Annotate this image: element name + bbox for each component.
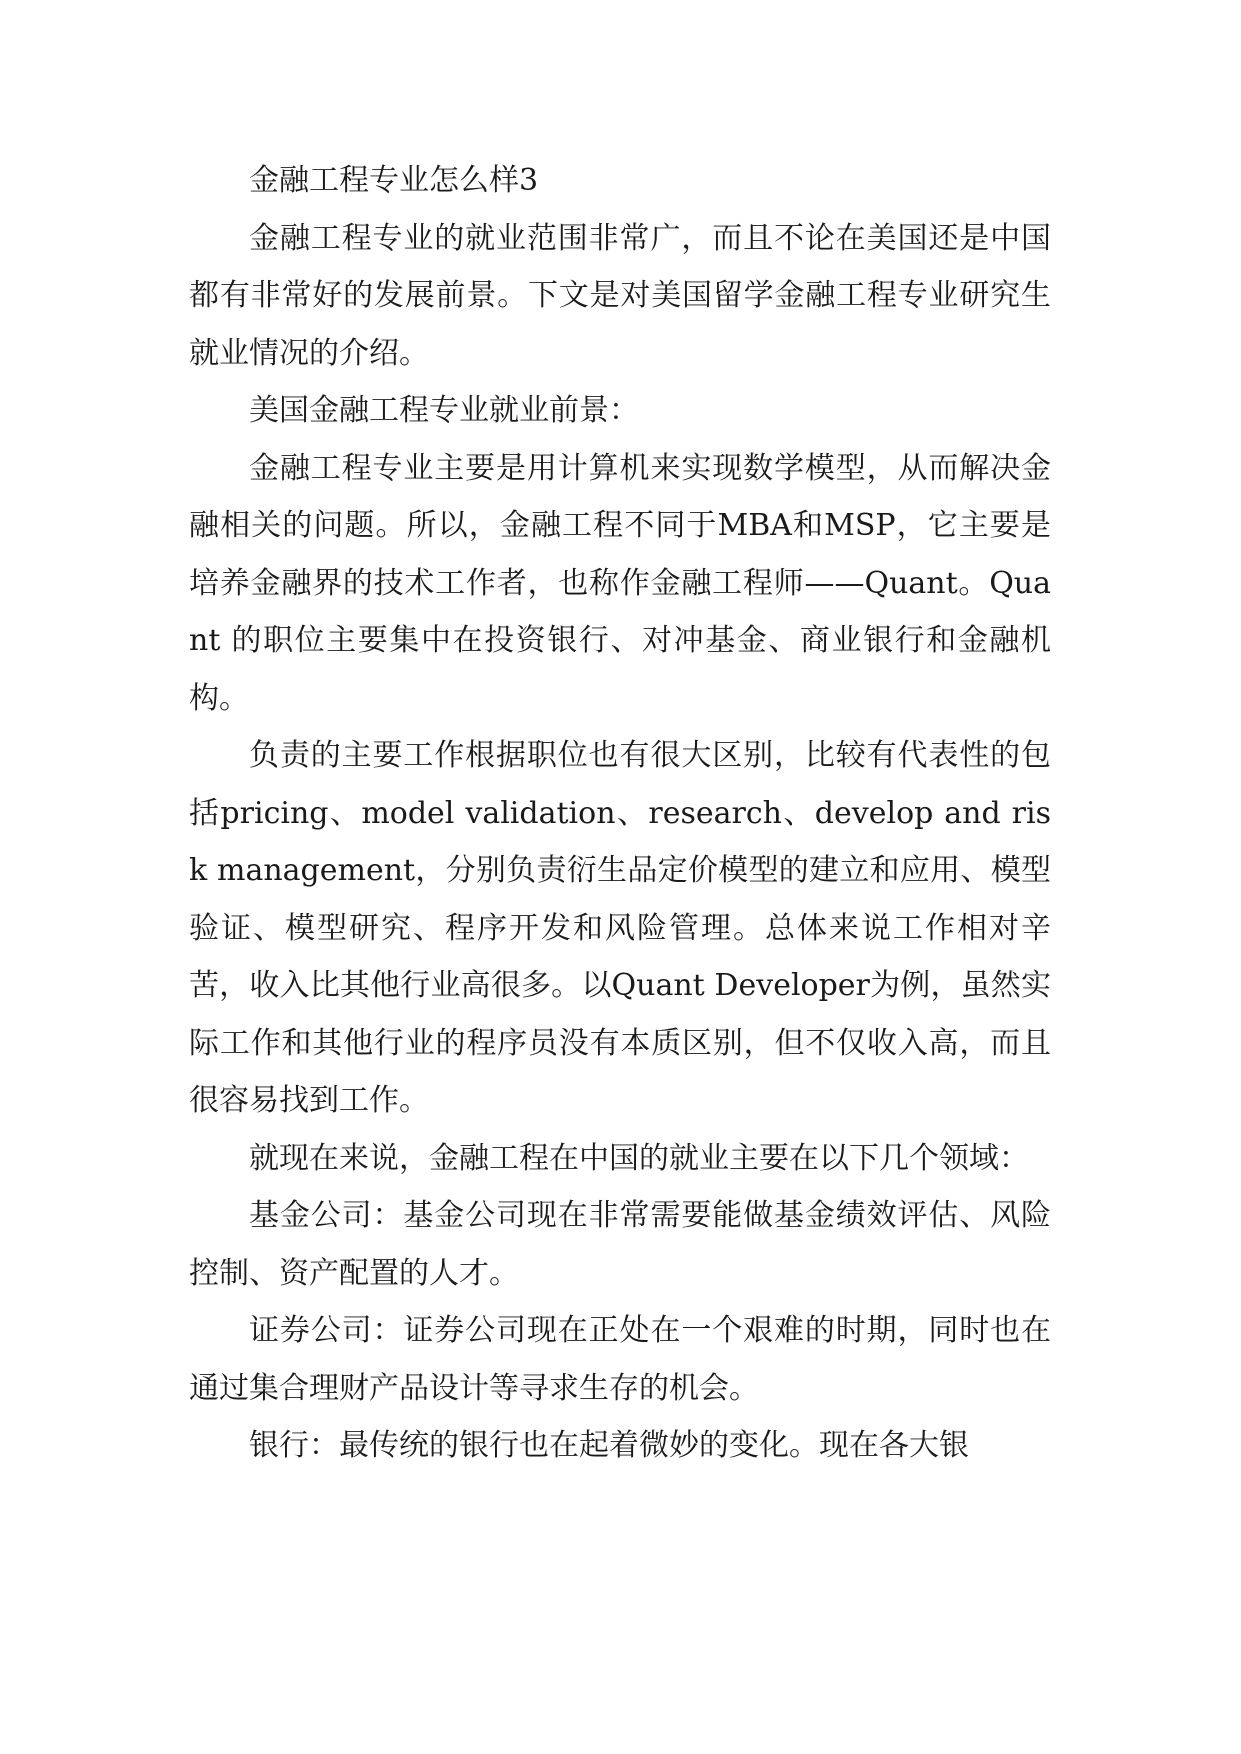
paragraph-fund-companies: 基金公司：基金公司现在非常需要能做基金绩效评估、风险控制、资产配置的人才。 [189, 1198, 1051, 1291]
paragraph-responsibilities: 负责的主要工作根据职位也有很大区别，比较有代表性的包括pricing、model validation、research、develop and risk management，分别负责衍生品定价模型的建立和应用、模型验证、模型研究、程序开发和风险管理。总体来说工作相对辛苦，收入比其他行业高很多。以Quant Developer为例，虽然实际工作和其他行业的程序员没有本质区别，但不仅收入高，而且很容易找到工作。 [189, 738, 1051, 1118]
paragraph-us-heading: 美国金融工程专业就业前景： [249, 393, 639, 428]
paragraph-china-fields: 就现在来说，金融工程在中国的就业主要在以下几个领域： [249, 1140, 1029, 1176]
paragraph-securities-companies: 证券公司：证券公司现在正处在一个艰难的时期，同时也在通过集合理财产品设计等寻求生存的机会。 [189, 1313, 1051, 1406]
document-title: 金融工程专业怎么样3 [249, 163, 539, 198]
paragraph-banks: 银行：最传统的银行也在起着微妙的变化。现在各大银 [249, 1428, 969, 1463]
paragraph-intro: 金融工程专业的就业范围非常广，而且不论在美国还是中国都有非常好的发展前景。下文是对美国留学金融工程专业研究生就业情况的介绍。 [189, 220, 1051, 371]
paragraph-quant: 金融工程专业主要是用计算机来实现数学模型，从而解决金融相关的问题。所以，金融工程不同于MBA和MSP，它主要是培养金融界的技术工作者，也称作金融工程师——Quant。Quant 的职位主要集中在投资银行、对冲基金、商业银行和金融机构。 [189, 450, 1051, 716]
document-body [189, 152, 1051, 1475]
